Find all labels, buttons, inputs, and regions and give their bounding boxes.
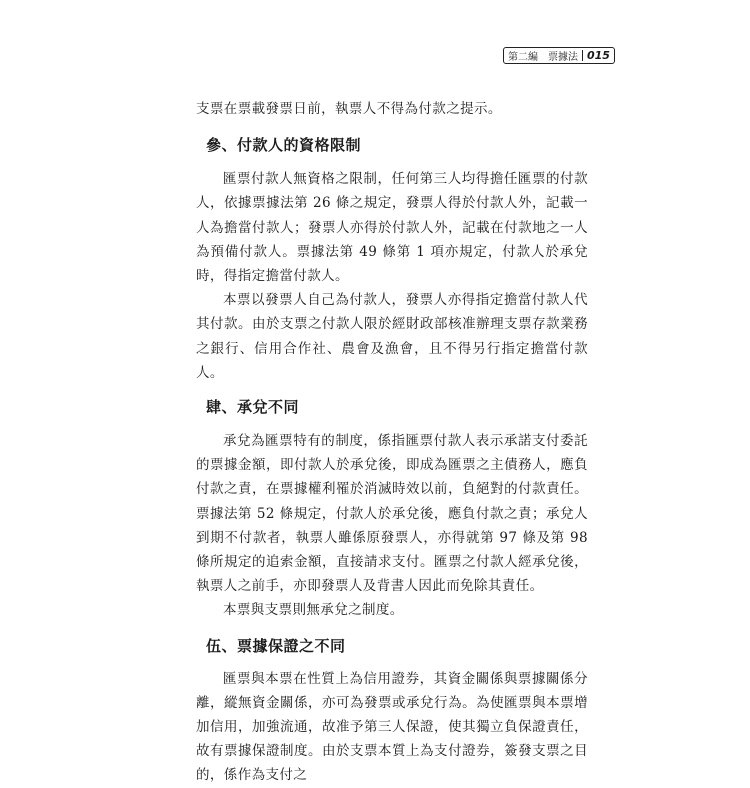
header-title: 票據法 (548, 52, 578, 63)
header-divider (582, 50, 583, 61)
page-body (196, 97, 588, 788)
header-chapter: 第二編 (508, 52, 538, 63)
page-number: 015 (587, 49, 610, 62)
section-heading-3: 參、付款人的資格限制 (206, 136, 362, 155)
intro-paragraph: 支票在票載發票日前，執票人不得為付款之提示。 (196, 101, 502, 117)
paragraph: 本票與支票則無承兌之制度。 (223, 602, 404, 619)
paragraph: 承兌為匯票特有的制度，係指匯票付款人表示承諾支付委託的票據金額，即付款人於承兌後，即成為匯票之主債務人，應負付款之責，在票據權利罹於消滅時效以前，負絕對的付款責任。票據法第 52 條規定，付款人於承兌後，應負付款之責；承兌人到期不付款者，執票人雖係原發票人，亦得就第 97 條及第 98 條所規定的追索金額，直接請求支付。匯票之付款人經承兌後，執票人之前手，亦即發票人及背書人因此而免除其責任。 (196, 433, 588, 595)
paragraph: 本票以發票人自己為付款人，發票人亦得指定擔當付款人代其付款。由於支票之付款人限於經財政部核准辦理支票存款業務之銀行、信用合作社、農會及漁會，且不得另行指定擔當付款人。 (196, 292, 588, 381)
section-heading-5: 伍、票據保證之不同 (206, 636, 346, 655)
running-header (503, 47, 615, 64)
paragraph: 匯票付款人無資格之限制，任何第三人均得擔任匯票的付款人，依據票據法第 26 條之規定，發票人得於付款人外，記載一人為擔當付款人；發票人亦得於付款人外，記載在付款地之一人為預備付款人。票據法第 49 條第 1 項亦規定，付款人於承兌時，得指定擔當付款人。 (196, 171, 588, 285)
paragraph: 匯票與本票在性質上為信用證券，其資金關係與票據關係分離，縱無資金關係，亦可為發票或承兌行為。為使匯票與本票增加信用，加強流通，故准予第三人保證，使其獨立負保證責任，故有票據保證制度。由於支票本質上為支付證券，簽發支票之目的，係作為支付之 (196, 670, 588, 784)
section-heading-4: 肆、承兌不同 (206, 398, 300, 417)
